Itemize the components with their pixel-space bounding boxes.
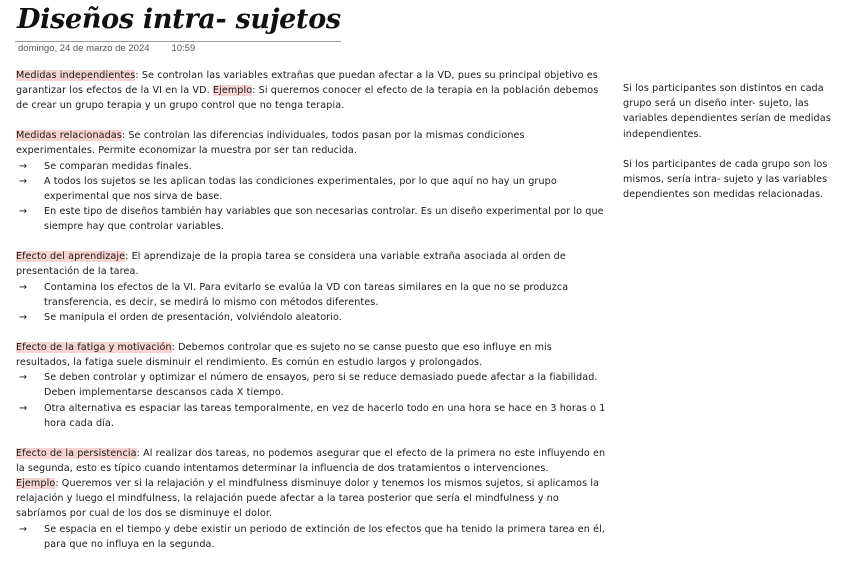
section-label: Efecto de la fatiga y motivación — [16, 341, 172, 353]
section-efecto-fatiga — [16, 340, 606, 431]
side-note — [623, 81, 835, 217]
bullet-text: En este tipo de diseños también hay variables que son necesarias controlar. Es un diseño experimental por lo que siempre hay que controlar variables. — [44, 206, 604, 233]
section-text: : El aprendizaje de la propia tarea se considera una variable extraña asociada al orden de presentación de la tarea. — [16, 251, 566, 278]
section-text: : Debemos controlar que es sujeto no se canse puesto que eso influye en mis resultados, la fatiga suele disminuir el rendimiento. Es común en estudio largos y prolongados. — [16, 341, 552, 369]
example-paragraph — [16, 476, 606, 522]
bullet-item — [16, 370, 606, 400]
note-time: 10:59 — [171, 43, 196, 54]
section-label: Efecto del aprendizaje — [16, 251, 126, 263]
bullet-text: A todos los sujetos se les aplican todas las condiciones experimentales, por lo que aquí no hay un grupo experimental que nos sirva de base. — [44, 175, 557, 203]
page-title: Diseños intra- sujetos — [17, 4, 341, 35]
arrow-icon: → — [19, 372, 28, 384]
section-label: Medidas independientes — [16, 70, 136, 81]
section-medidas-independientes — [16, 68, 606, 114]
bullet-text: Contamina los efectos de la VI. Para evitarlo se evalúa la VD con tareas similares en la que no se produzca transferencia, es decir, se medirá lo mismo con métodos diferentes. — [44, 281, 569, 308]
section-text: : Se controlan las diferencias individuales, todos pasan por la mismas condiciones experimentales. Permite economizar la muestra por ser tan reducida. — [16, 130, 525, 157]
bullet-item — [16, 280, 606, 310]
arrow-icon: → — [19, 312, 28, 324]
note-metadata — [18, 43, 195, 54]
section-paragraph — [16, 128, 606, 158]
arrow-icon: → — [19, 160, 28, 172]
section-text: : Se controlan las variables extrañas que puedan afectar a la VD, pues su principal objetivo es garantizar los efectos de la VI en la VD. — [16, 70, 598, 97]
bullet-item — [16, 174, 606, 204]
arrow-icon: → — [19, 206, 28, 218]
side-note-paragraph: Si los participantes son distintos en cada grupo será un diseño inter- sujeto, las variables dependientes serían de medidas independientes. — [623, 83, 831, 140]
bullet-item — [16, 204, 606, 234]
example-text: : Queremos ver si la relajación y el mindfulness disminuye dolor y tenemos los mismos sujetos, si aplicamos la relajación y luego el mindfulness, la relajación puede afectar a la tarea posterior que sería el mindfulness y no sabríamos por cual de los dos se disminuye el dolor. — [16, 478, 600, 520]
section-efecto-aprendizaje — [16, 249, 606, 325]
arrow-icon: → — [19, 523, 28, 535]
side-note-paragraph: Si los participantes de cada grupo son los mismos, sería intra- sujeto y las variables dependientes son medidas relacionadas. — [623, 158, 828, 201]
bullet-text: Se manipula el orden de presentación, volviéndolo aleatorio. — [44, 312, 342, 324]
bullet-item — [16, 522, 606, 552]
section-efecto-persistencia — [16, 446, 606, 552]
section-paragraph — [16, 340, 606, 370]
bullet-text: Se espacia en el tiempo y debe existir un periodo de extinción de los efectos que ha tenido la primera tarea en él, para que no influya en la segunda. — [44, 523, 606, 550]
example-label: Ejemplo — [212, 85, 253, 97]
bullet-item — [16, 401, 606, 431]
section-paragraph — [16, 68, 606, 114]
bullet-item — [16, 159, 606, 174]
example-label: Ejemplo — [16, 478, 56, 490]
title-divider — [15, 41, 341, 42]
section-text: : Al realizar dos tareas, no podemos asegurar que el efecto de la primera no este influyendo en la segunda, esto es típico cuando intentamos determinar la influencia de dos tratamientos o intervenciones. — [16, 447, 606, 474]
bullet-text: Otra alternativa es espaciar las tareas temporalmente, en vez de hacerlo todo en una hora se hace en 3 horas o 1 hora cada día. — [44, 402, 606, 429]
note-date: domingo, 24 de marzo de 2024 — [18, 43, 150, 54]
section-label: Medidas relacionadas — [16, 130, 122, 142]
arrow-icon: → — [19, 175, 28, 187]
bullet-item — [16, 310, 606, 325]
section-paragraph — [16, 446, 606, 476]
note-body — [16, 68, 606, 567]
section-medidas-relacionadas — [16, 128, 606, 234]
section-paragraph — [16, 249, 606, 279]
arrow-icon: → — [19, 281, 28, 293]
example-text: : Si queremos conocer el efecto de la terapia en la población debemos de crear un grupo terapia y un grupo control que no tenga terapia. — [16, 85, 599, 112]
arrow-icon: → — [19, 402, 28, 414]
bullet-text: Se comparan medidas finales. — [44, 160, 192, 172]
section-label: Efecto de la persistencia — [16, 447, 137, 459]
bullet-text: Se deben controlar y optimizar el número de ensayos, pero si se reduce demasiado puede afectar a la fiabilidad. Deben implementarse descansos cada X tiempo. — [44, 372, 598, 399]
